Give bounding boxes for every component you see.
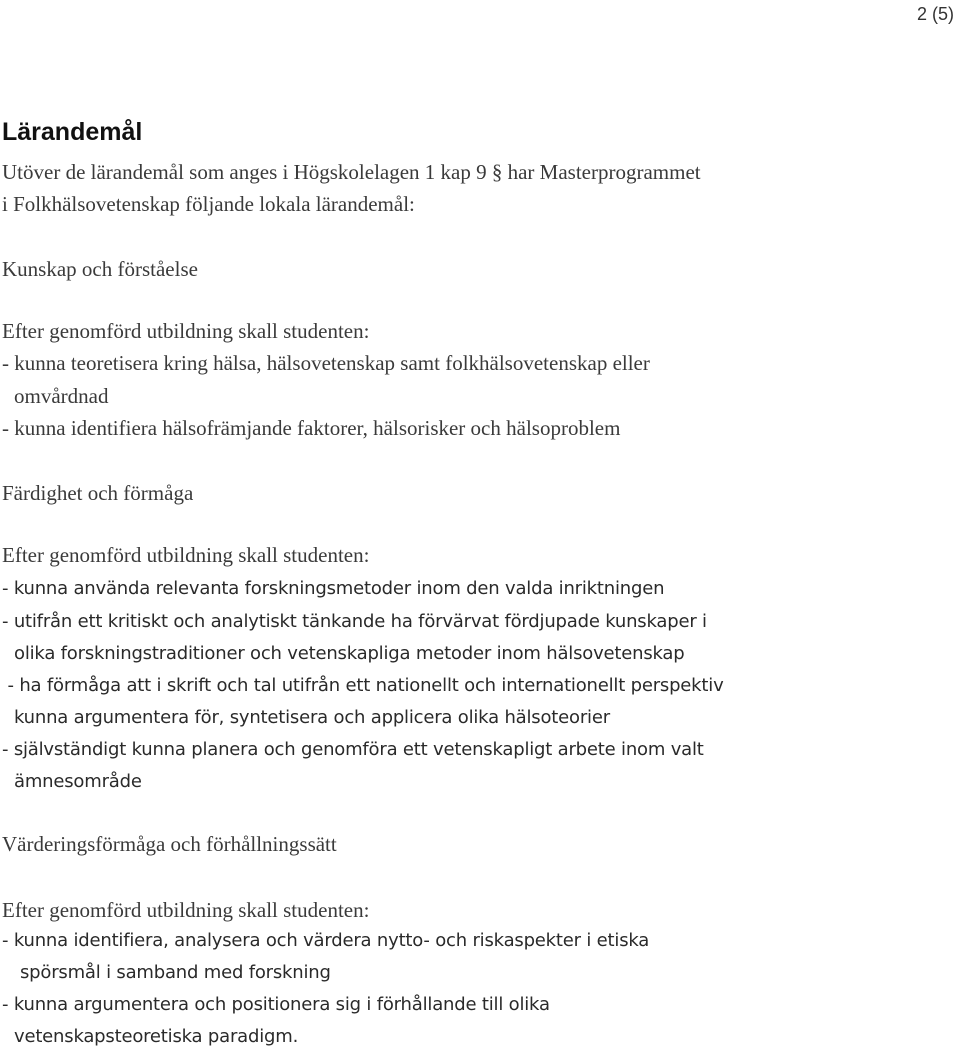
list-item: - utifrån ett kritiskt och analytiskt tänkande ha förvärvat fördjupade kunskaper i [2,611,707,632]
intro-line-2: i Folkhälsovetenskap följande lokala lärandemål: [2,192,415,216]
list-item-continuation: vetenskapsteoretiska paradigm. [14,1026,299,1047]
section-lead-skills: Efter genomförd utbildning skall studenten: [2,543,370,567]
list-item-continuation: spörsmål i samband med forskning [20,962,331,983]
section-heading-knowledge: Kunskap och förståelse [2,257,198,281]
section-lead-knowledge: Efter genomförd utbildning skall studenten: [2,319,370,343]
list-item: - ha förmåga att i skrift och tal utifrån ett nationellt och internationellt perspektiv [2,675,724,696]
list-item-continuation: kunna argumentera för, syntetisera och applicera olika hälsoteorier [14,707,610,728]
section-lead-values: Efter genomförd utbildning skall studenten: [2,898,370,922]
list-item: - självständigt kunna planera och genomföra ett vetenskapligt arbete inom valt [2,739,704,760]
list-item-continuation: olika forskningstraditioner och vetenskapliga metoder inom hälsovetenskap [14,643,685,664]
section-heading-values: Värderingsförmåga och förhållningssätt [2,832,337,856]
intro-line-1: Utöver de lärandemål som anges i Högskolelagen 1 kap 9 § har Masterprogrammet [2,160,701,184]
list-item: - kunna identifiera, analysera och värdera nytto- och riskaspekter i etiska [2,930,650,951]
list-item: - kunna argumentera och positionera sig i förhållande till olika [2,994,550,1015]
page-title: Lärandemål [2,118,143,146]
section-heading-skills: Färdighet och förmåga [2,481,194,505]
list-item: - kunna teoretisera kring hälsa, hälsovetenskap samt folkhälsovetenskap eller [2,351,650,375]
page-number: 2 (5) [916,4,954,24]
list-item: - kunna identifiera hälsofrämjande faktorer, hälsorisker och hälsoproblem [2,416,621,440]
list-item-continuation: omvårdnad [14,384,109,408]
list-item-continuation: ämnesområde [14,771,142,792]
list-item: - kunna använda relevanta forskningsmetoder inom den valda inriktningen [2,578,665,599]
